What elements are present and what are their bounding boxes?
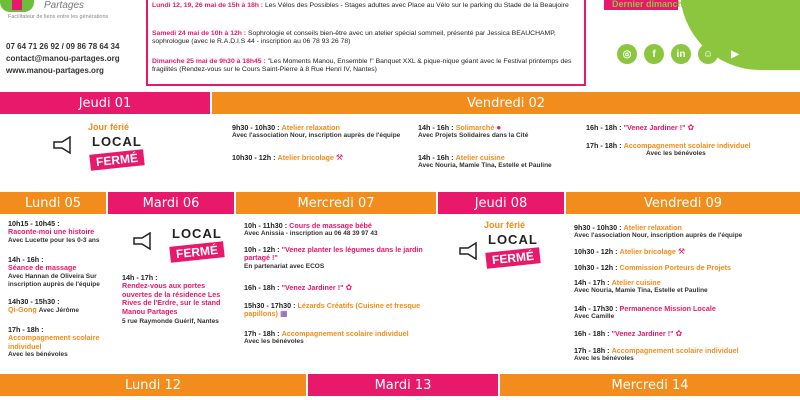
- flower-icon: ✿: [345, 283, 353, 292]
- local-label: LOCAL: [488, 232, 538, 247]
- youtube-icon[interactable]: ▶: [725, 44, 745, 64]
- event-item: [244, 284, 434, 292]
- basket-icon: ●: [496, 123, 502, 132]
- holiday-label: Jour férié: [484, 220, 526, 230]
- event-item: [574, 224, 796, 241]
- event-item: [8, 220, 112, 245]
- event-item: [8, 298, 118, 316]
- event-sub: Avec les bénévoles: [574, 355, 634, 363]
- instagram-icon[interactable]: ◎: [617, 44, 637, 64]
- event-sub: Avec Projets Solidaires dans la Cité: [418, 132, 529, 140]
- event-title: Atelier cuisine: [611, 278, 661, 287]
- event-time: 9h30 - 10h30 :: [574, 223, 622, 232]
- event-time: 16h - 18h :: [244, 283, 280, 292]
- event-item: [244, 246, 434, 271]
- event-time: 14h30 - 15h30 :: [8, 297, 60, 306]
- contact-website[interactable]: www.manou-partages.org: [6, 66, 104, 75]
- event-item: [244, 330, 434, 347]
- event-time: 14h - 17h30 :: [574, 304, 618, 313]
- day-header-lundi-12: Lundi 12: [0, 374, 306, 396]
- event-title: Atelier bricolage: [277, 153, 334, 162]
- event-title: "Venez Jardiner !": [623, 123, 686, 132]
- event-title: Lézards Créatifs (Cuisine et fresque papillons): [244, 301, 421, 319]
- event-title: Accompagnement scolaire individuel: [623, 141, 751, 150]
- event-time: 17h - 18h :: [8, 325, 44, 334]
- news-text: Sophrologie et conseils bien-être avec un atelier spécial sommeil, présenté par Jessica BEAUCHAMP, sophrologue (avec le R.A.D.I.S 44 - inscription au 06 78 93 26 78): [152, 30, 556, 46]
- sunday-hours: Dernier dimanche : 15h à 17h: [612, 0, 738, 9]
- local-label: LOCAL: [172, 226, 222, 241]
- contact-email[interactable]: contact@manou-partages.org: [6, 54, 120, 63]
- event-time: 17h - 18h :: [244, 329, 280, 338]
- event-title: Atelier relaxation: [281, 123, 340, 132]
- event-item: [574, 248, 796, 256]
- closed-notice: [58, 122, 154, 188]
- event-item: [8, 326, 118, 360]
- event-sub: Avec Nouria, Mamie Tina, Estelle et Pauline: [574, 287, 708, 295]
- event-title: Qi-Gong: [8, 305, 37, 315]
- event-title: "Venez planter les légumes dans le jardin partagé !": [244, 245, 423, 263]
- closed-notice: [458, 220, 554, 286]
- event-time: 15h30 - 17h30 :: [244, 301, 296, 310]
- event-title: Accompagnement scolaire individuel: [8, 333, 100, 351]
- event-sub: Avec Camille: [574, 313, 615, 321]
- paint-icon: ▦: [279, 309, 288, 319]
- event-sub: Avec Lucette pour les 0-3 ans: [8, 236, 100, 244]
- event-item: [574, 279, 796, 296]
- event-title: Accompagnement scolaire individuel: [281, 329, 409, 338]
- closed-label: FERMÉ: [485, 247, 540, 269]
- logo-heart-icon: [12, 0, 22, 10]
- event-title: Accompagnement scolaire individuel: [611, 346, 739, 355]
- event-time: 10h30 - 12h :: [232, 153, 276, 162]
- day-header-vendredi-02: Vendredi 02: [212, 92, 800, 114]
- day-header-mercredi-07: Mercredi 07: [236, 192, 436, 214]
- facebook-icon[interactable]: f: [644, 44, 664, 64]
- event-item: [574, 330, 796, 338]
- day-header-lundi-05: Lundi 05: [0, 192, 106, 214]
- news-item: [152, 2, 582, 10]
- event-item: [244, 302, 434, 319]
- event-sub: Avec l'association Nour, inscription auprès de l'équipe: [574, 232, 743, 240]
- event-title: Raconte-moi une histoire: [8, 227, 95, 237]
- event-title: Séance de massage: [8, 263, 77, 273]
- closed-label: FERMÉ: [169, 241, 224, 263]
- flower-icon: ✿: [687, 123, 695, 132]
- day-header-jeudi-01: Jeudi 01: [0, 92, 210, 114]
- event-item: [586, 142, 796, 159]
- event-title: Rendez-vous aux portes ouvertes de la résidence Les Rives de l'Erdre, sur le stand Manou Partages: [122, 281, 221, 316]
- event-time: 9h30 - 10h30 :: [232, 123, 280, 132]
- event-sub: Avec Hannan de Oliveira Sur inscription auprès de l'équipe: [8, 272, 100, 289]
- day-header-jeudi-08: Jeudi 08: [438, 192, 564, 214]
- event-time: 10h - 12h :: [244, 245, 280, 254]
- megaphone-icon: [132, 232, 154, 250]
- holiday-label: Jour férié: [88, 122, 130, 132]
- event-time: 14h - 16h :: [418, 123, 454, 132]
- event-item: [418, 154, 588, 171]
- event-sub: Avec les bénévoles: [646, 150, 706, 158]
- event-time: 14h - 16h :: [418, 153, 454, 162]
- event-time: 14h - 17h :: [574, 278, 610, 287]
- event-sub: Avec Nouria, Mamie Tina, Estelle et Pauline: [418, 162, 552, 170]
- linkedin-icon[interactable]: in: [671, 44, 691, 64]
- logo-tagline: Facilitateur de liens entre les générations: [8, 14, 109, 20]
- event-item: [574, 305, 796, 322]
- event-time: 10h - 11h30 :: [244, 221, 288, 230]
- event-title: Atelier cuisine: [455, 153, 505, 162]
- event-sub: Avec les bénévoles: [244, 338, 304, 346]
- event-item: [586, 124, 796, 132]
- event-item: [232, 154, 402, 162]
- news-text: "Les Moments Manou, Ensemble !" Banquet XXL & pique-nique géant avec le Festival printemps des fragilités (Rendez-vous sur le Cours Saint-Pierre à 8 Rue Henri IV, Nantes): [152, 58, 572, 74]
- megaphone-icon: [52, 136, 74, 154]
- social-links: [617, 44, 745, 64]
- event-title: Solimarché: [455, 123, 495, 132]
- day-header-mercredi-14: Mercredi 14: [500, 374, 800, 396]
- event-time: 10h30 - 12h :: [574, 263, 618, 272]
- event-title: "Venez Jardiner !": [611, 329, 674, 338]
- event-item: [574, 347, 796, 364]
- event-time: 16h - 18h :: [574, 329, 610, 338]
- event-title: Permanence Mission Locale: [619, 304, 716, 313]
- hammer-icon: ⚒: [335, 153, 344, 162]
- day-header-vendredi-09: Vendredi 09: [566, 192, 800, 214]
- event-item: [574, 264, 796, 272]
- event-time: 14h - 17h :: [122, 273, 158, 282]
- news-item: [152, 30, 582, 46]
- news-date: Samedi 24 mai de 10h à 12h :: [152, 30, 247, 37]
- event-title: "Venez Jardiner !": [281, 283, 344, 292]
- event-sub: 5 rue Raymonde Guérif, Nantes: [122, 318, 219, 326]
- event-time: 17h - 18h :: [574, 346, 610, 355]
- event-item: [232, 124, 402, 141]
- news-date: Dimanche 25 mai de 9h30 à 18h45 :: [152, 58, 266, 65]
- event-item: [8, 256, 118, 290]
- megaphone-icon: [458, 242, 480, 260]
- event-item: [122, 274, 232, 326]
- day-header-mardi-06: Mardi 06: [108, 192, 234, 214]
- event-sub: Avec l'association Nour, inscription auprès de l'équipe: [232, 132, 401, 140]
- hammer-icon: ⚒: [677, 247, 686, 256]
- event-title: Commission Porteurs de Projets: [619, 263, 731, 272]
- event-title: Cours de massage bébé: [289, 221, 372, 230]
- event-time: 10h15 - 10h45 :: [8, 219, 60, 228]
- news-item: [152, 58, 582, 74]
- day-header-mardi-13: Mardi 13: [308, 374, 498, 396]
- news-text: Les Vélos des Possibles - Stages adultes avec Place au Vélo sur le parking du Stade de la Beaujoire: [264, 2, 569, 9]
- snapchat-icon[interactable]: ☺: [698, 44, 718, 64]
- event-sub: En partenariat avec ECOS: [244, 262, 325, 270]
- event-sub: Avec Jérôme: [38, 307, 79, 315]
- event-title: Atelier relaxation: [623, 223, 682, 232]
- closed-label: FERMÉ: [89, 149, 144, 171]
- event-sub: Avec Anissia - inscription au 06 48 39 97 43: [244, 230, 378, 238]
- logo-word: Partages: [44, 0, 85, 11]
- news-date: Lundi 12, 19, 26 mai de 15h à 18h :: [152, 2, 264, 9]
- event-item: [418, 124, 588, 141]
- flower-icon: ✿: [675, 329, 683, 338]
- event-time: 16h - 18h :: [586, 123, 622, 132]
- event-time: 10h30 - 12h :: [574, 247, 618, 256]
- event-item: [244, 222, 434, 239]
- event-time: 17h - 18h :: [586, 141, 622, 150]
- contact-phone: 07 64 71 26 92 / 09 86 78 64 34: [6, 42, 120, 51]
- event-sub: Avec les bénévoles: [8, 351, 68, 359]
- event-title: Atelier bricolage: [619, 247, 676, 256]
- local-label: LOCAL: [92, 134, 142, 149]
- event-time: 14h - 16h :: [8, 255, 44, 264]
